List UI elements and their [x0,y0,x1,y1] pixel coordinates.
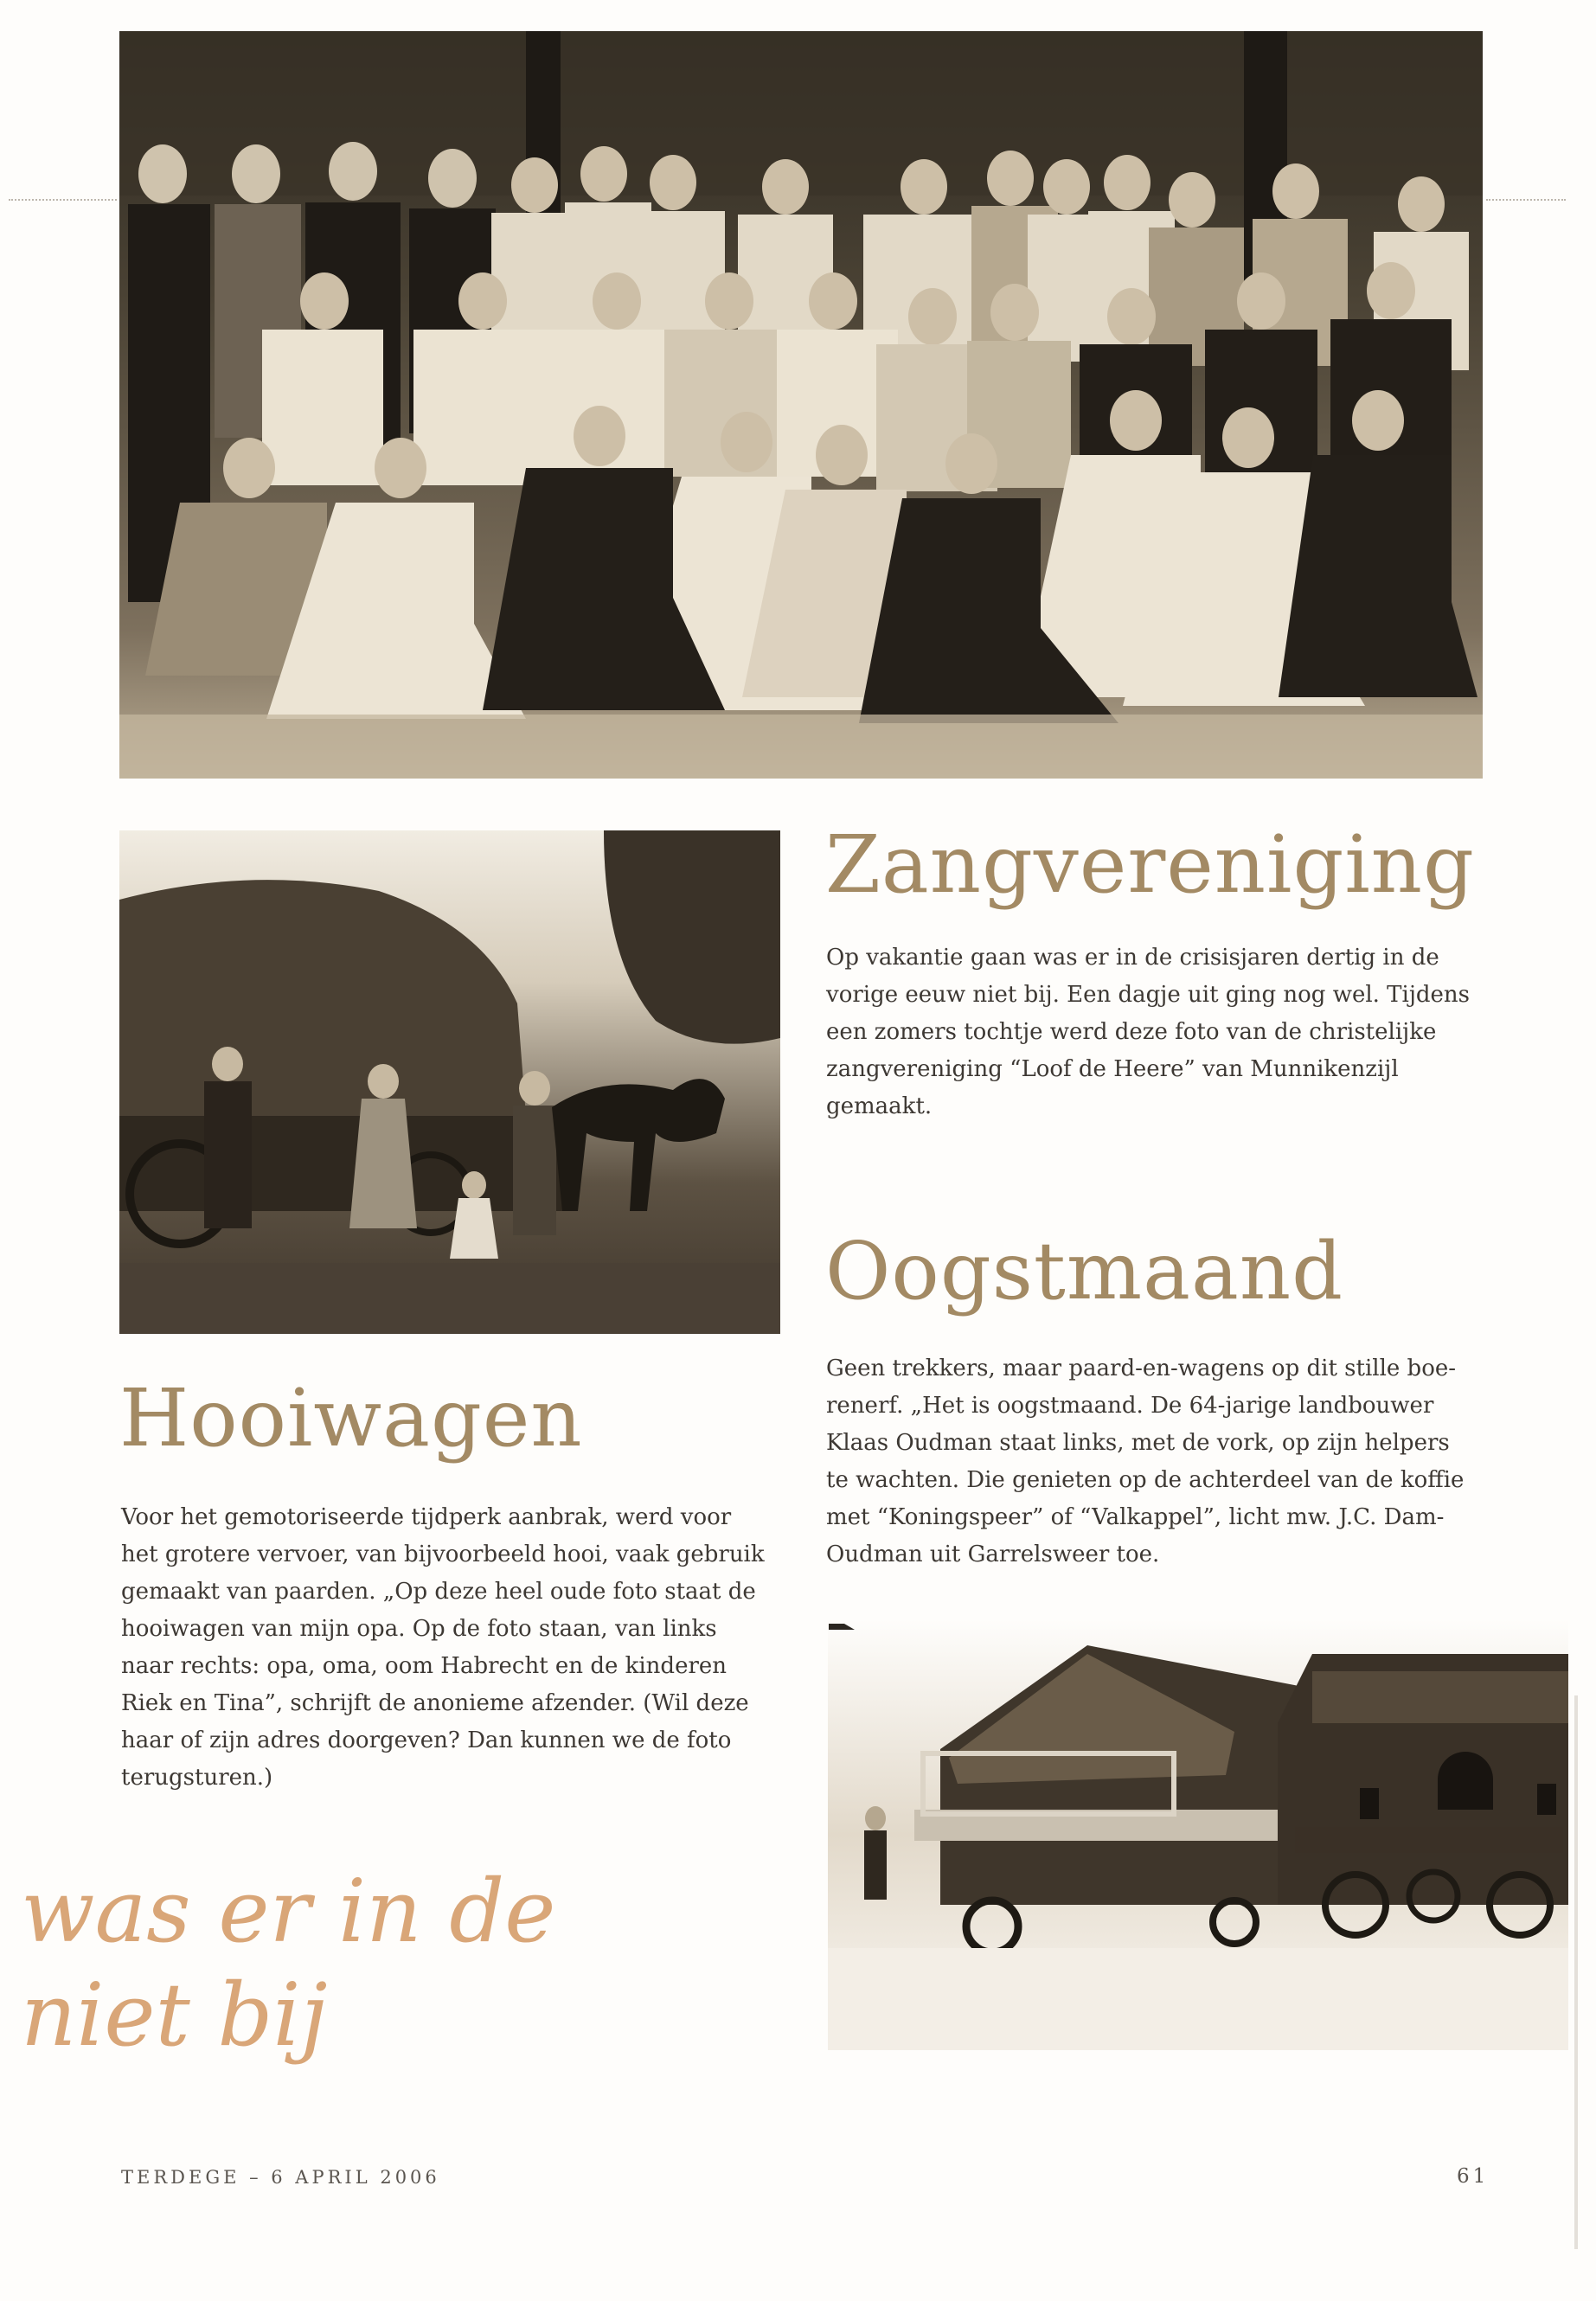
article-line: naar rechts: opa, oma, oom Habrecht en de kinderen [121,1653,727,1679]
article-line: het grotere vervoer, van bijvoorbeeld hooi, vaak gebruik [121,1541,765,1567]
article-line: gemaakt van paarden. „Op deze heel oude foto staat de [121,1579,756,1605]
article-line: hooiwagen van mijn opa. Op de foto staan, van links [121,1616,717,1642]
article-line: Geen trekkers, maar paard-en-wagens op dit stille boe- [826,1356,1457,1381]
article-line: vorige eeuw niet bij. Een dagje uit ging nog wel. Tijdens [826,982,1471,1008]
article-line: Op vakantie gaan was er in de crisisjaren dertig in de [826,945,1439,971]
left-dotted-rule [9,199,117,201]
article-line: gemaakt. [826,1093,933,1119]
footer-page-number: 61 [1457,2165,1490,2188]
article-line: een zomers tochtje werd deze foto van de christelijke [826,1019,1437,1045]
zangvereniging-article [826,939,1553,1125]
article-line: haar of zijn adres doorgeven? Dan kunnen we de foto [121,1727,732,1753]
farmyard-photo [828,1619,1568,2050]
article-line: Oudman uit Garrelsweer toe. [826,1541,1160,1567]
hooiwagen-article [121,1499,804,1797]
footer-publication: TERDEGE – 6 APRIL 2006 [121,2167,440,2188]
pull-quote-line-1: was er in de [21,1861,556,1962]
oogstmaand-heading: Oogstmaand [825,1225,1343,1317]
pull-quote [21,1860,555,2067]
article-line: Voor het gemotoriseerde tijdperk aanbrak, werd voor [121,1504,732,1530]
oogstmaand-article [826,1350,1553,1574]
article-line: zangvereniging “Loof de Heere” van Munnikenzijl [826,1056,1399,1082]
hay-wagon-photo [119,830,780,1334]
article-line: te wachten. Die genieten op de achterdeel van de koffie [826,1467,1465,1493]
right-dotted-rule [1486,199,1566,201]
article-line: renerf. „Het is oogstmaand. De 64-jarige landbouwer [826,1393,1434,1419]
choir-group-photo [119,31,1483,779]
hooiwagen-heading: Hooiwagen [119,1372,583,1465]
pull-quote-line-2: niet bij [21,1965,328,2066]
right-margin-rule [1574,1695,1578,2249]
article-line: terugsturen.) [121,1765,273,1791]
zangvereniging-heading: Zangvereniging [825,818,1475,911]
article-line: Klaas Oudman staat links, met de vork, op zijn helpers [826,1430,1450,1456]
article-line: met “Koningspeer” of “Valkappel”, licht mw. J.C. Dam- [826,1504,1445,1530]
pointer-arrow-icon [829,1621,855,1633]
article-line: Riek en Tina”, schrijft de anonieme afzender. (Wil deze [121,1690,749,1716]
